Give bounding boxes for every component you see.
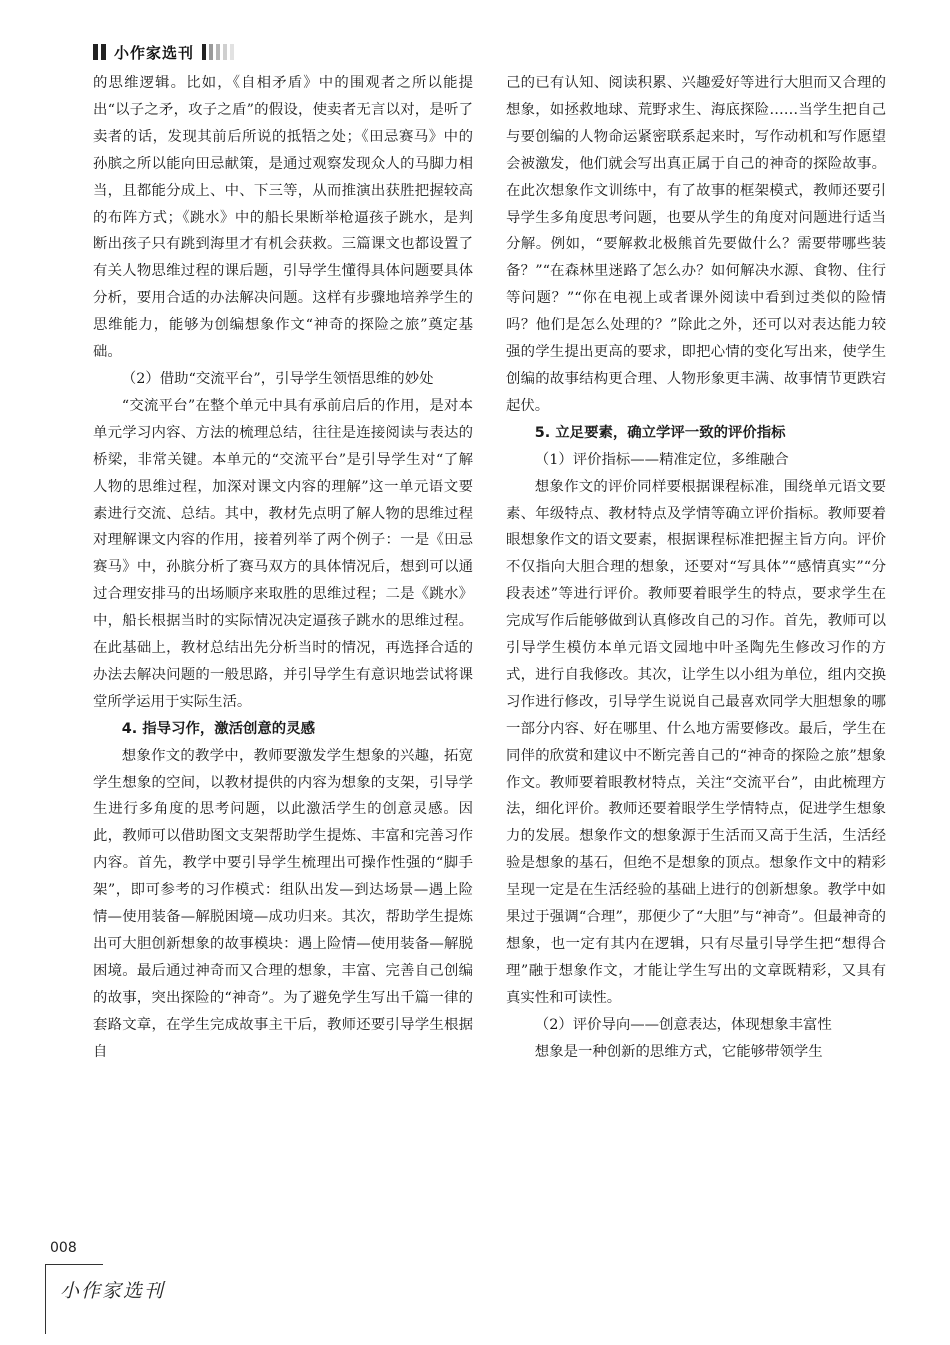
subheading: （1）评价指标——精准定位，多维融合 [534,451,789,468]
header-bar-icon [93,44,98,60]
page-number: 008 [50,1240,77,1256]
right-column [506,70,886,1066]
footer-divider [45,1264,46,1334]
paragraph: 的思维逻辑。比如，《自相矛盾》中的围观者之所以能提出“以子之矛，攻子之盾”的假设，使卖者无言以对，是听了卖者的话，发现其前后所说的抵牾之处；《田忌赛马》中的孙膑之所以能向田忌献策，是通过观察发现众人的马脚力相当，且都能分成上、中、下三等，从而推演出获胜把握较高的布阵方式；《跳水》中的船长果断举枪逼孩子跳水，是判断出孩子只有跳到海里才有机会获救。三篇课文也都设置了有关人物思维过程的课后题，引导学生懂得具体问题要具体分析，要用合适的办法解决问题。这样有步骤地培养学生的思维能力，能够为创编想象作文“神奇的探险之旅”奠定基础。 [93,75,473,361]
header-bar-icon [216,44,220,60]
paragraph: 想象作文的教学中，教师要激发学生想象的兴趣，拓宽学生想象的空间，以教材提供的内容为想象的支架，引导学生进行多角度的思考问题，以此激活学生的创意灵感。因此，教师可以借助图文支架帮助学生提炼、丰富和完善习作内容。首先，教学中要引导学生梳理出可操作性强的“脚手架”，即可参考的习作模式：组队出发—到达场景—遇上险情—使用装备—解脱困境—成功归来。其次，帮助学生提炼出可大胆创新想象的故事模块：遇上险情—使用装备—解脱困境。最后通过神奇而又合理的想象，丰富、完善自己创编的故事，突出探险的“神奇”。为了避免学生写出千篇一律的套路文章，在学生完成故事主干后，教师还要引导学生根据自 [93,747,473,1060]
subheading: （2）评价导向——创意表达，体现想象丰富性 [534,1016,832,1033]
paragraph: “交流平台”在整个单元中具有承前启后的作用，是对本单元学习内容、方法的梳理总结，往往是连接阅读与表达的桥梁，非常关键。本单元的“交流平台”是引导学生对“了解人物的思维过程，加深对课文内容的理解”这一单元语文要素进行交流、总结。其中，教材先点明了解人物的思维过程对理解课文内容的作用，接着列举了两个例子：一是《田忌赛马》中，孙膑分析了赛马双方的具体情况后，想到可以通过合理安排马的出场顺序来取胜的思维过程；二是《跳水》中，船长根据当时的实际情况决定逼孩子跳水的思维过程。在此基础上，教材总结出先分析当时的情况，再选择合适的办法去解决问题的一般思路，并引导学生有意识地尝试将课堂所学运用于实际生活。 [93,397,473,710]
paragraph: 想象作文的评价同样要根据课程标准，围绕单元语文要素、年级特点、教材特点及学情等确立评价指标。教师要着眼想象作文的语文要素，根据课程标准把握主旨方向。评价不仅指向大胆合理的想象，还要对“写具体”“感情真实”“分段表述”等进行评价。教师要着眼学生的特点，要求学生在完成写作后能够做到认真修改自己的习作。首先，教师可以引导学生模仿本单元语文园地中叶圣陶先生修改习作的方式，进行自我修改。其次，让学生以小组为单位，组内交换习作进行修改，引导学生说说自己最喜欢同学大胆想象的哪一部分内容、好在哪里、什么地方需要修改。最后，学生在同伴的欣赏和建议中不断完善自己的“神奇的探险之旅”想象作文。教师要着眼教材特点，关注“交流平台”，由此梳理方法，细化评价。教师还要着眼学生学情特点，促进学生想象力的发展。想象作文的想象源于生活而又高于生活，生活经验是想象的基石，但绝不是想象的顶点。想象作文中的精彩呈现一定是在生活经验的基础上进行的创新想象。教学中如果过于强调“合理”，那便少了“大胆”与“神奇”。但最神奇的想象，也一定有其内在逻辑，只有尽量引导学生把“想得合理”融于想象作文，才能让学生写出的文章既精彩，又具有真实性和可读性。 [506,478,886,1006]
header-bar-icon [202,44,206,60]
section-heading: 4. 指导习作，激活创意的灵感 [121,720,315,737]
footer-divider [45,1264,103,1265]
running-header [93,40,237,64]
header-bar-icon [223,44,227,60]
paragraph: 想象是一种创新的思维方式，它能够带领学生 [534,1043,823,1060]
header-bar-icon [101,44,106,60]
left-column [93,70,473,1066]
section-heading: 5. 立足要素，确立学评一致的评价指标 [534,424,786,441]
journal-title: 小作家选刊 [114,43,195,62]
header-bar-icon [230,44,234,60]
header-bar-icon [209,44,213,60]
subheading: （2）借助“交流平台”，引导学生领悟思维的妙处 [121,370,434,387]
paragraph: 己的已有认知、阅读积累、兴趣爱好等进行大胆而又合理的想象，如拯救地球、荒野求生、海底探险……当学生把自己与要创编的人物命运紧密联系起来时，写作动机和写作愿望会被激发，他们就会写出真正属于自己的神奇的探险故事。在此次想象作文训练中，有了故事的框架模式，教师还要引导学生多角度思考问题，也要从学生的角度对问题进行适当分解。例如，“要解救北极熊首先要做什么？需要带哪些装备？”“在森林里迷路了怎么办？如何解决水源、食物、住行等问题？”“你在电视上或者课外阅读中看到过类似的险情吗？他们是怎么处理的？”除此之外，还可以对表达能力较强的学生提出更高的要求，即把心情的变化写出来，使学生创编的故事结构更合理、人物形象更丰满、故事情节更跌宕起伏。 [506,75,886,414]
footer-logo: 小作家选刊 [60,1280,166,1302]
